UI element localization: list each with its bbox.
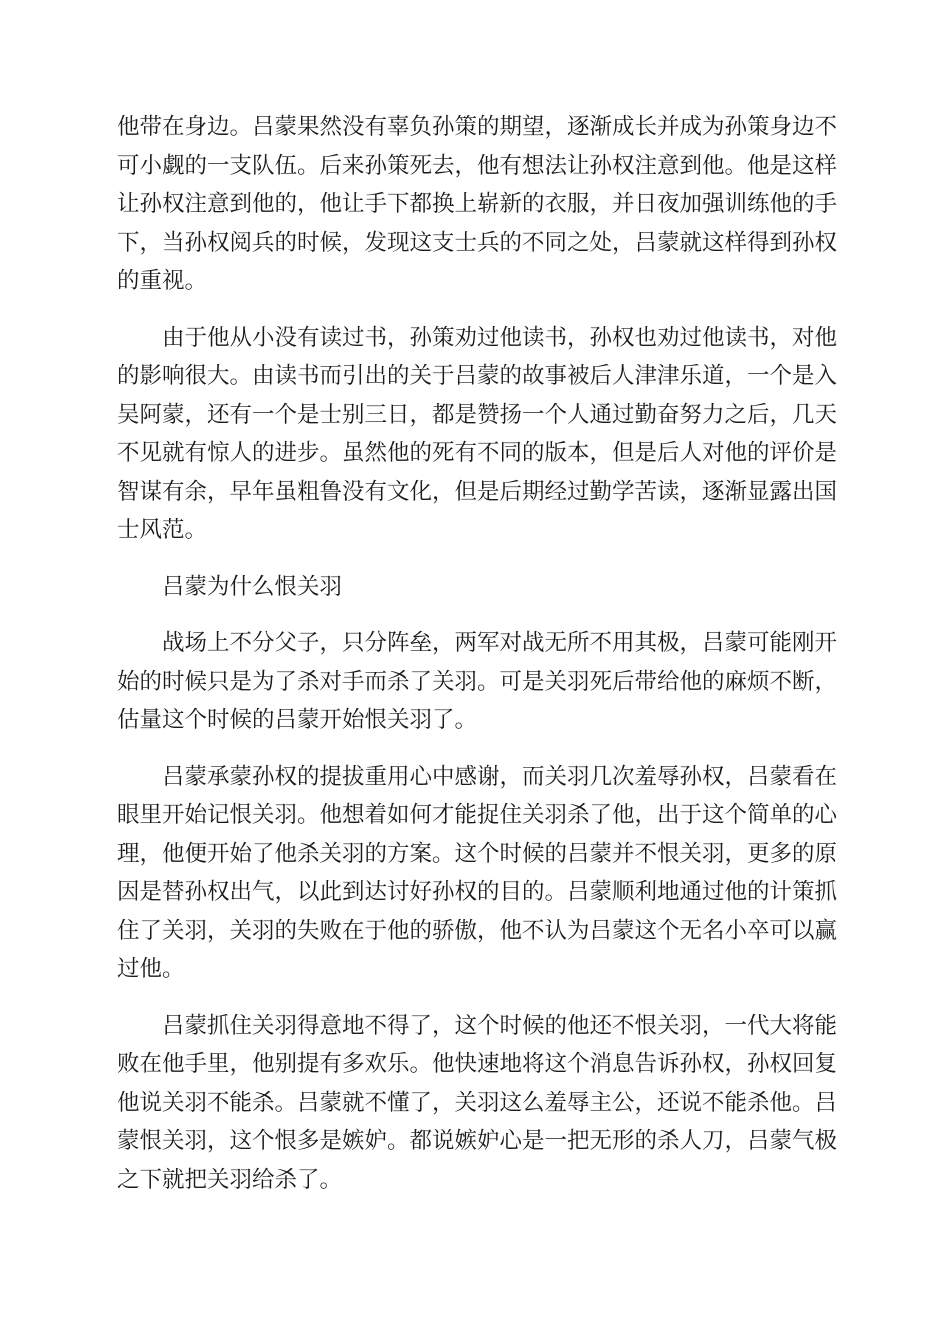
paragraph-reading: 由于他从小没有读过书，孙策劝过他读书，孙权也劝过他读书，对他的影响很大。由读书而引出的关于吕蒙的故事被后人津津乐道，一个是入吴阿蒙，还有一个是士别三日，都是赞扬一个人通过勤奋努力之后，几天不见就有惊人的进步。虽然他的死有不同的版本，但是后人对他的评价是智谋有余，早年虽粗鲁没有文化，但是后期经过勤学苦读，逐渐显露出国士风范。 xyxy=(117,324,838,543)
section-heading: 吕蒙为什么恨关羽 xyxy=(162,573,343,600)
paragraph-jealousy: 吕蒙抓住关羽得意地不得了，这个时候的他还不恨关羽，一代大将能败在他手里，他别提有多欢乐。他快速地将这个消息告诉孙权，孙权回复他说关羽不能杀。吕蒙就不懂了，关羽这么羞辱主公，还说不能杀他。吕蒙恨关羽，这个恨多是嫉妒。都说嫉妒心是一把无形的杀人刀，吕蒙气极之下就把关羽给杀了。 xyxy=(117,1012,838,1193)
paragraph-continuation: 他带在身边。吕蒙果然没有辜负孙策的期望，逐渐成长并成为孙策身边不可小觑的一支队伍。后来孙策死去，他有想法让孙权注意到他。他是这样让孙权注意到他的，他让手下都换上崭新的衣服，并日夜加强训练他的手下，当孙权阅兵的时候，发现这支士兵的不同之处，吕蒙就这样得到孙权的重视。 xyxy=(117,114,838,294)
paragraph-battlefield: 战场上不分父子，只分阵垒，两军对战无所不用其极，吕蒙可能刚开始的时候只是为了杀对手而杀了关羽。可是关羽死后带给他的麻烦不断，估量这个时候的吕蒙开始恨关羽了。 xyxy=(117,630,838,733)
paragraph-grievance: 吕蒙承蒙孙权的提拔重用心中感谢，而关羽几次羞辱孙权，吕蒙看在眼里开始记恨关羽。他想着如何才能捉住关羽杀了他，出于这个简单的心理，他便开始了他杀关羽的方案。这个时候的吕蒙并不恨关羽，更多的原因是替孙权出气，以此到达讨好孙权的目的。吕蒙顺利地通过他的计策抓住了关羽，关羽的失败在于他的骄傲，他不认为吕蒙这个无名小卒可以赢过他。 xyxy=(117,763,838,982)
document-body xyxy=(117,108,837,1217)
